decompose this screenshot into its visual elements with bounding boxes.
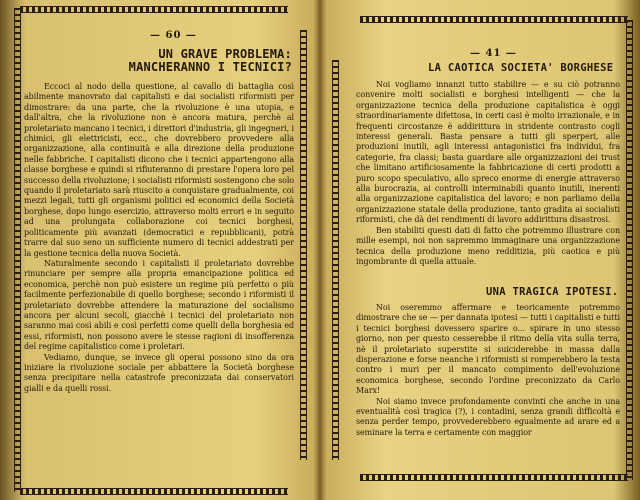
right-body-text-2 xyxy=(356,303,620,438)
left-title-line1: UN GRAVE PROBLEMA: xyxy=(158,47,292,61)
left-body-text xyxy=(24,82,294,394)
right-top-ornament xyxy=(360,16,628,23)
right-side-chain xyxy=(626,20,633,480)
left-bottom-ornament xyxy=(20,488,288,495)
right-section-heading-1: LA CAOTICA SOCIETA' BORGHESE xyxy=(428,62,614,74)
right-bottom-ornament xyxy=(360,474,628,481)
left-page xyxy=(0,0,318,500)
right-paragraph: Ben stabiliti questi dati di fatto che potremmo illustrare con mille esempi, noi non sapremmo immaginare una organizzazione tecnica della produzione meno redditizia, più caotica e più ingombrante di quella attuale. xyxy=(356,225,620,266)
left-paragraph: Naturalmente secondo i capitalisti il proletariato dovrebbe rinunciare per sempre alla propria emancipazione politica ed economica, perchè non può esistere un regime più perfetto o più facilmente perfezionabile di quello borghese; secondo i riformisti il proletariato dovrebbe attendere la maturazione del socialismo ancora per alcuni secoli, giacchè i tecnici del proletariato non saranno mai così abili e così perfetti come quelli della borghesia ed essi, riformisti, non possono avere le stesse ragioni di insofferenza del regime capitalistico come i proletari. xyxy=(24,258,294,352)
left-chapter-title xyxy=(60,48,292,74)
left-title-line2: MANCHERANNO I TECNICI? xyxy=(128,60,292,74)
right-page-number: — 41 — xyxy=(470,48,517,59)
left-paragraph: Vediamo, dunque, se invece gli operai possono sino da ora iniziare la rivoluzione sociale per abbattere la Società borghese senza precipitare nella catastrofe preconizzata dai conservatori gialli e da quelli rossi. xyxy=(24,352,294,393)
left-side-chain xyxy=(14,8,21,492)
left-page-number: — 60 — xyxy=(150,30,197,41)
right-paragraph: Noi siamo invece profondamente convinti che anche in una eventualità così tragica (?), i contadini, senza grandi difficoltà e senza perder tempo, provvederebbero egualmente ad arare ed a seminare la terra e certamente con maggior xyxy=(356,396,620,437)
left-top-ornament xyxy=(20,6,288,13)
right-paragraph: Noi vogliamo innanzi tutto stabilire — e su ciò potranno convenire molti socialisti e borghesi intelligenti — che la organizzazione tecnica della produzione capitalistica è oggi straordinariamente difettosa, in certi casi è molto irrazionale, e in frequenti circostanze è addirittura in stridente contrasto cogli interessi generali. Basta pensare a tutti gli sperperi, alle produzioni inutili, agli interessi antagonistici fra individui, fra categorie, fra classi; basta guardare alle organizzazioni dei trust che limitano artificiosamente la fabbricazione di certi prodotti a puro scopo speculativo, allo spreco enorme di energie attraverso alla burocrazia, ai controlli interminabili quanto inutili, inerenti alla organizzazione capitalistica del lavoro; e non parliamo della organizzazione statale della produzione, tanto gradita ai socialisti riformisti, che dà dei rendimenti di lavoro addirittura disastrosi. xyxy=(356,80,620,225)
right-section-heading-2: UNA TRAGICA IPOTESI. xyxy=(486,286,619,298)
right-inner-chain xyxy=(332,60,339,460)
right-page xyxy=(322,0,640,500)
right-body-text-1 xyxy=(356,80,620,267)
left-inner-chain xyxy=(300,30,307,460)
left-paragraph: Eccoci al nodo della questione, al cavallo di battaglia così abilmente manovrato dai capitalisti e dai socialisti riformisti per dimostrare: da una parte, che la rivoluzione è una utopia, e dall'altra, che la rivoluzione non è ancora matura, perchè al proletariato mancano i tecnici, i direttori d'industria, gli ingegneri, i chimici, gli elettricisti, ecc., che dovrebbero provvedere alla organizzazione, alla continuità e alla direzione della produzione nelle fabbriche. I capitalisti dicono che i tecnici appartengono alla classe borghese e quindi si rifiuteranno di prestare l'opera loro pel successo della rivoluzione; i socialisti riformisti sostengono che solo quando il proletariato sarà riuscito a conquistare gradualmente, coi mezzi legali, tutti gli organismi politici ed economici della Società borghese, dopo lungo esercizio, attraverso molti errori e in seguito ad una prolungata collaborazione coi tecnici borghesi, politicamente più avanzati (democratici e repubblicani), potrà trarre dal suo seno un sufficiente numero di tecnici addestrati per la gestione tecnica della nuova Società. xyxy=(24,82,294,258)
right-paragraph: Noi oseremmo affermare e teoricamente potremmo dimostrare che se — per dannata ipotesi — tutti i capitalisti e tutti i tecnici borghesi dovessero sparire o... spirare in uno stesso giorno, non per questo cesserebbe il ritmo della vita sulla terra, nè il proletariato superstite si suiciderebbe in massa dalla disperazione e forse neanche i riformisti si romperebbero la testa contro i muri per il mancato compimento dell'evoluzione economica borghese, secondo l'ordine preconizzato da Carlo Marx! xyxy=(356,303,620,396)
